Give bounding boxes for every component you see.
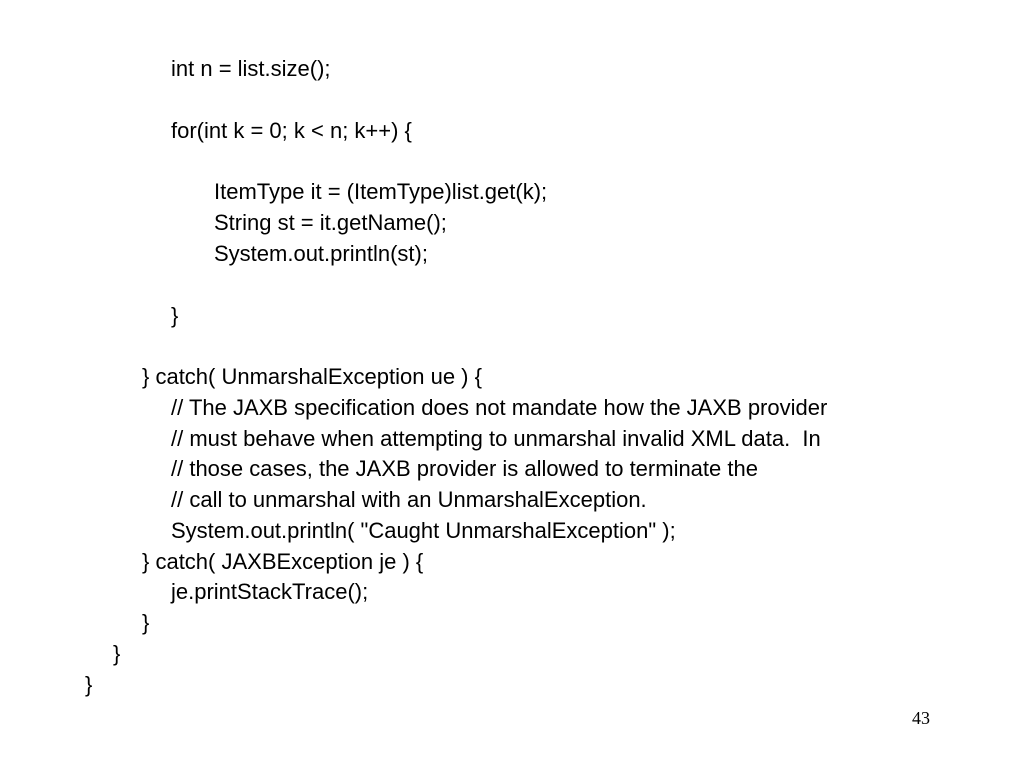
- page-number: 43: [912, 708, 930, 728]
- code-line: je.printStackTrace();: [171, 579, 369, 604]
- code-line: }: [171, 303, 179, 328]
- code-line: String st = it.getName();: [214, 210, 447, 235]
- code-line: System.out.println(st);: [214, 241, 428, 266]
- code-line: ItemType it = (ItemType)list.get(k);: [214, 179, 548, 204]
- code-line: for(int k = 0; k < n; k++) {: [171, 118, 412, 143]
- code-comment-line: // those cases, the JAXB provider is allowed to terminate the: [171, 456, 758, 481]
- code-comment-line: // The JAXB specification does not mandate how the JAXB provider: [171, 395, 828, 420]
- code-comment-line: // call to unmarshal with an UnmarshalException.: [171, 487, 647, 512]
- code-line: int n = list.size();: [171, 56, 331, 81]
- code-comment-line: // must behave when attempting to unmarshal invalid XML data. In: [171, 426, 821, 451]
- code-line: }: [113, 641, 121, 666]
- code-line: }: [142, 610, 150, 635]
- code-line: }: [85, 672, 93, 697]
- code-line: } catch( JAXBException je ) {: [142, 549, 424, 574]
- code-line: System.out.println( "Caught UnmarshalException" );: [171, 518, 676, 543]
- code-line: } catch( UnmarshalException ue ) {: [142, 364, 482, 389]
